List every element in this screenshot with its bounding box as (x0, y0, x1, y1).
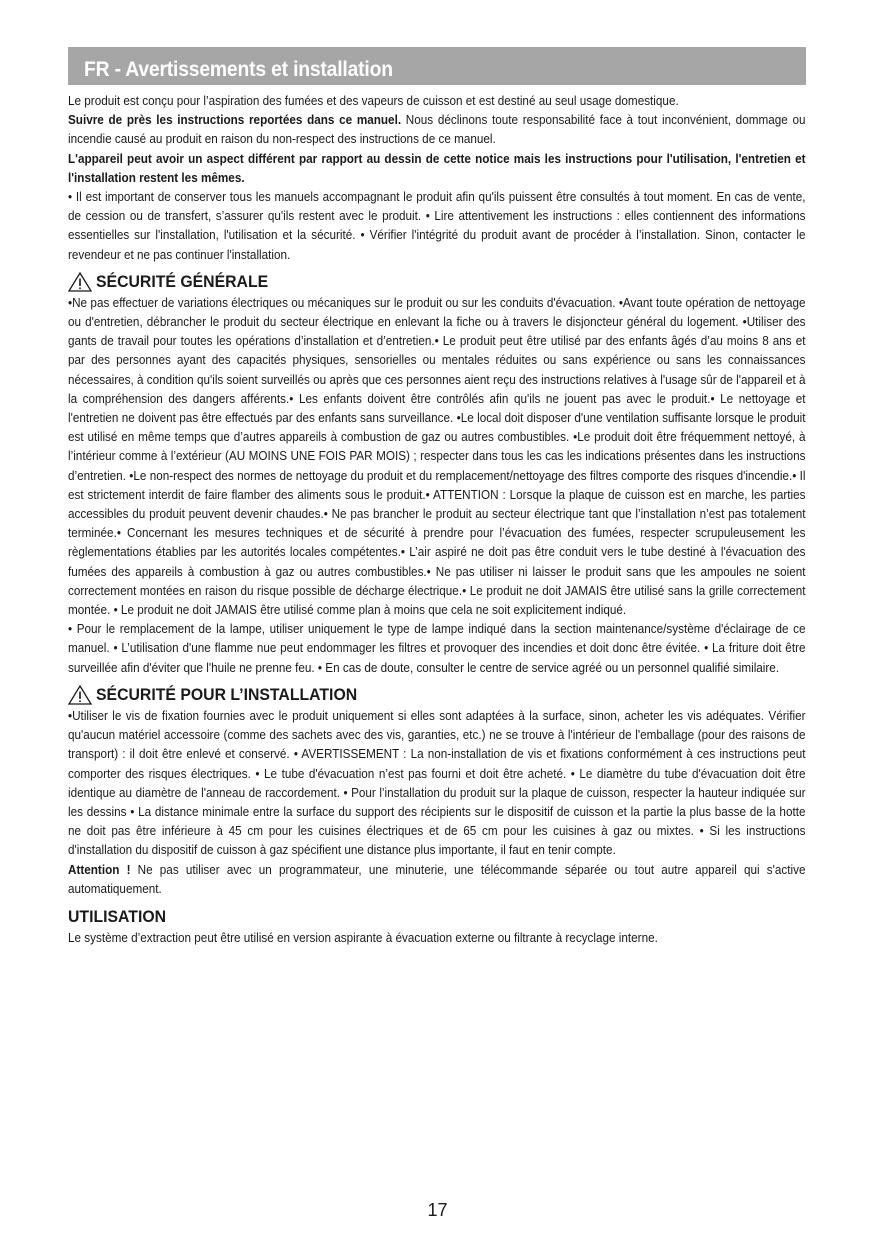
warning-triangle-icon (68, 272, 92, 292)
document-page (68, 47, 806, 948)
general-safety-heading-row (68, 270, 806, 294)
installation-safety-paragraph-1: •Utiliser le vis de fixation fournies avec le produit uniquement si elles sont adaptées à la surface, sinon, acheter les vis adéquates. Vérifier qu'aucun matériel accessoire (comme des sachets avec des vis, garanties, etc.) ne se trouve à l'intérieur de l'emballage (pour des raisons de transport) : il doit être enlevé et conservé. • AVERTISSEMENT : La non-installation de vis et fixations conformément à ces instructions peut comporter des risques électriques. • Le tube d'évacuation n’est pas fourni et doit être acheté. • Le diamètre du tube d'évacuation doit être identique au diamètre de l'anneau de raccordement. • Pour l’installation du produit sur la plaque de cuisson, respecter la hauteur indiquée sur les dessins • La distance minimale entre la surface du support des récipients sur le dispositif de cuisson et la partie la plus basse de la hotte ne doit pas être inférieure à 45 cm pour les cuisines électriques et de 65 cm pour les cuisines à gaz ou mixtes. • Si les instructions d'installation du dispositif de cuisson à gaz spécifient une distance plus importante, il faut en tenir compte. (68, 708, 806, 858)
utilisation-heading: UTILISATION (68, 906, 167, 926)
attention-label: Attention ! (68, 862, 131, 877)
installation-safety-heading-row (68, 683, 806, 707)
installation-safety-heading: SÉCURITÉ POUR L’INSTALLATION (96, 684, 358, 704)
warning-triangle-icon (68, 685, 92, 705)
utilisation-paragraph: Le système d’extraction peut être utilisé en version aspirante à évacuation externe ou filtrante à recyclage interne. (68, 930, 658, 945)
intro-paragraph-2-bold: Suivre de près les instructions reportées dans ce manuel. (68, 113, 402, 128)
intro-paragraph-4: • Il est important de conserver tous les manuels accompagnant le produit afin qu'ils puissent être consultés à tout moment. En cas de vente, de cession ou de transfert, s’assurer qu'ils restent avec le produit. • Lire attentivement les instructions : elles contiennent des informations essentielles sur l'installation, l'utilisation et la sécurité. • Vérifier l'intégrité du produit avant de procéder à l’installation. Sinon, contacter le revendeur et ne pas continuer l'installation. (68, 190, 806, 262)
title-bar (68, 47, 806, 85)
page-title: FR - Avertissements et installation (84, 58, 393, 81)
intro-paragraph-1: Le produit est conçu pour l’aspiration des fumées et des vapeurs de cuisson et est destiné au seul usage domestique. (68, 94, 679, 108)
intro-paragraph-2-rest: Nous déclinons toute responsabilité face à tout inconvénient, dommage ou incendie causé au produit en raison du non-respect des instructions de ce manuel. (68, 113, 806, 147)
utilisation-heading-row (68, 905, 806, 929)
page-number: 17 (427, 1200, 448, 1220)
general-safety-paragraph-2: • Pour le remplacement de la lampe, utiliser uniquement le type de lampe indiqué dans la section maintenance/système d'éclairage de ce manuel. • L’utilisation d'une flamme nue peut endommager les filtres et provoquer des incendies et doit donc être évitée. • La friture doit être surveillée afin d'éviter que l'huile ne prenne feu. • En cas de doute, consulter le centre de service agréé ou un personnel qualifié similaire. (68, 622, 806, 675)
general-safety-heading: SÉCURITÉ GÉNÉRALE (96, 271, 269, 291)
intro-paragraph-2 (68, 111, 805, 149)
intro-paragraph-3: L'appareil peut avoir un aspect différent par rapport au dessin de cette notice mais les instructions pour l'utilisation, l'entretien et l'installation restent les mêmes. (68, 151, 806, 185)
attention-text: Ne pas utiliser avec un programmateur, une minuterie, une télécommande séparée ou tout autre appareil qui s'active automatiquement. (68, 862, 806, 896)
installation-attention-paragraph (68, 861, 805, 899)
general-safety-paragraph-1: •Ne pas effectuer de variations électriques ou mécaniques sur le produit ou sur les conduits d'évacuation. •Avant toute opération de nettoyage ou d'entretien, débrancher le produit du secteur électrique en enlevant la fiche ou à travers le disjoncteur général du logement. •Utiliser des gants de travail pour toutes les opérations d’installation et d’entretien.• Le produit peut être utilisé par des enfants âgés d’au moins 8 ans et par des personnes ayant des capacités physiques, sensorielles ou mentales réduites ou sans expérience ou sans les connaissances nécessaires, à condition qu'ils soient surveillés ou après que ces personnes aient reçu des instructions relatives à l'usage sûr de l'appareil et à la compréhension des dangers afférents.• Les enfants doivent être contrôlés afin qu'ils ne jouent pas avec le produit.• Le nettoyage et l'entretien ne doivent pas être effectués par des enfants sans surveillance. •Le local doit disposer d'une ventilation suffisante lorsque le produit est utilisé en même temps que d’autres appareils à combustion de gaz ou autres combustibles. •Le produit doit être fréquemment nettoyé, à l’intérieur comme à l’extérieur (AU MOINS UNE FOIS PAR MOIS) ; respecter dans tous les cas les indications présentes dans les instructions d’entretien. •Le non-respect des normes de nettoyage du produit et du remplacement/nettoyage des filtres comporte des risques d'incendie.• Il est strictement interdit de faire flamber des aliments sous le produit.• ATTENTION : Lorsque la plaque de cuisson est en marche, les parties accessibles du produit peuvent devenir chaudes.• Ne pas brancher le produit au secteur électrique tant que l’installation n’est pas totalement terminée.• Concernant les mesures techniques et de sécurité à prendre pour l’évacuation des fumées, respecter scrupuleusement les règlementations établies par les autorités locales compétentes.• L’air aspiré ne doit pas être conduit vers le tube destiné à l'évacuation des fumées des appareils à combustion à gaz ou autres combustibles.• Ne pas utiliser ni laisser le produit sans que les ampoules ne soient correctement montées en raison du risque possible de décharge électrique.• Le produit ne doit JAMAIS être utilisé sans la grille correctement montée. • Le produit ne doit JAMAIS être utilisé comme plan à moins que cela ne soit explicitement indiqué. (68, 295, 806, 618)
